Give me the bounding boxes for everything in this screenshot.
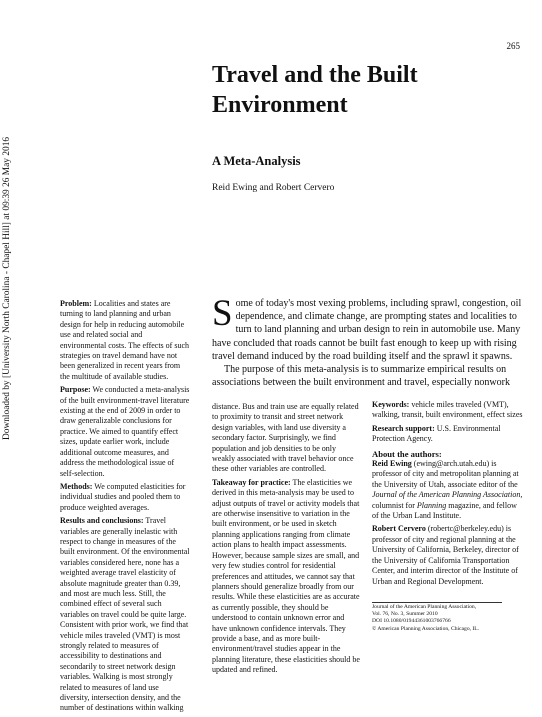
takeaway-text: The elasticities we derived in this meta-analysis may be used to adjust outputs of travel or activity models that are otherwise insensitive to variation in the built environment, or be used in sketch planning applications ranging from climate action plans to health impact assessments. However, because sample sizes are small, and very few studies control for residential preferences and attitudes, we cannot say that planners should generalize broadly from our results. While these elasticities are as accurate as currently possible, they should be understood to contain unknown error and have unknown confidence intervals. They provide a base, and as more built-environment/travel studies appear in the planning literature, these elasticities should be updated and refined.: [212, 477, 360, 675]
article-title: Travel and the Built Environment: [212, 62, 418, 118]
journal-line-1: Journal of the American Planning Association,: [372, 604, 477, 610]
results-continuation: distance. Bus and train use are equally related to proximity to transit and street network design variables, with land use diversity a secondary factor. Surprisingly, we find population and job densities to be only weakly associated with travel behavior once these other variables are controlled.: [212, 402, 359, 474]
article-subtitle: A Meta-Analysis: [212, 154, 301, 168]
results-text: Travel variables are generally inelastic with respect to change in measures of the built environment. Of the environmental variables considered here, none has a weighted average travel elasticity of absolute magnitude greater than 0.39, and most are much less. Still, the combined effect of several such variables on travel could be quite large. Consistent with prior work, we find that vehicle miles traveled (VMT) is most strongly related to measures of accessibility to destinations and secondarily to street network design variables. Walking is most strongly related to measures of land use diversity, intersection density, and the number of destinations within walking: [60, 516, 190, 713]
intro-text-1: ome of today's most vexing problems, including sprawl, congestion, oil dependence, and climate change, are prompting states and localities to turn to land planning and urban design to rein in automobile use. Many have concluded that roads cannot be built fast enough to keep up with rising travel demand induced by the road building itself and the sprawl it spawns.: [212, 298, 522, 362]
abstract-results: [60, 516, 190, 714]
problem-label: Problem:: [60, 299, 92, 308]
methods-label: Methods:: [60, 481, 93, 491]
ewing-bio-text-3: magazine, and fellow of the Urban Land Institute.: [372, 500, 517, 521]
abstract-problem: [60, 299, 190, 382]
abstract-purpose: [60, 385, 190, 479]
takeaway-label: Takeaway for practice:: [212, 477, 291, 487]
keywords-text: vehicle miles traveled (VMT), walking, transit, built environment, effect sizes: [372, 400, 523, 420]
purpose-text: We conducted a meta-analysis of the built environment-travel literature existing at the end of 2009 in order to draw generalizable conclusions for practice. We aimed to quantify effect sizes, update earlier work, include additional outcome measures, and address the methodological issue of self-selection.: [60, 385, 190, 478]
about-authors-heading: About the authors:: [372, 448, 442, 459]
journal-line-2: Vol. 76, No. 3, Summer 2010: [372, 611, 438, 618]
research-text: U.S. Environmental Protection Agency.: [372, 423, 501, 444]
drop-cap: S: [212, 293, 233, 334]
purpose-label: Purpose:: [60, 385, 91, 395]
research-label: Research support:: [372, 423, 435, 433]
cervero-bio-text: (robertc@berkeley.edu) is professor of city and regional planning at the University of California, Berkeley, director of the University of California Transportation Center, and interim director of the Institute of Urban and Regional Development.: [372, 524, 519, 586]
abstract-takeaway: [212, 478, 360, 676]
keywords: [372, 400, 524, 421]
research-support: [372, 424, 524, 445]
results-label: Results and conclusions:: [60, 516, 144, 526]
bio-ewing: [372, 459, 524, 521]
intro-paragraph-2: The purpose of this meta-analysis is to summarize empirical results on associations between the built environment and travel, especially nonwork: [212, 364, 510, 389]
abstract-column-3: [372, 400, 524, 590]
methods-text: We computed elasticities for individual studies and pooled them to produce weighted averages.: [60, 481, 186, 512]
introduction: [212, 293, 523, 389]
journal-info: [372, 604, 524, 633]
download-notice: Downloaded by [University North Carolina - Chapel Hill] at 09:39 26 May 2016: [2, 136, 12, 440]
cervero-name: Robert Cervero: [372, 524, 426, 534]
jAPA-title: Journal of the American Planning Association,: [372, 490, 523, 500]
keywords-label: Keywords:: [372, 400, 410, 409]
bio-cervero: [372, 524, 524, 586]
problem-text: Localities and states are turning to land planning and urban design for help in reducing automobile use and related social and environmental costs. The effects of such strategies on travel demand have not been generalized in recent years from the multitude of available studies.: [60, 299, 189, 381]
abstract-column: [60, 299, 190, 717]
abstract-column-2: [212, 402, 360, 679]
journal-divider: [372, 602, 502, 603]
ewing-bio-text-2: columnist for: [372, 500, 417, 510]
journal-copyright: © American Planning Association, Chicago, IL.: [372, 625, 480, 632]
page-number: 265: [506, 41, 520, 51]
intro-paragraph-1: [212, 293, 523, 363]
abstract-methods: [60, 482, 190, 513]
ewing-bio-text: (ewing@arch.utah.edu) is professor of city and metropolitan planning at the University of Utah, associate editor of the: [372, 459, 519, 489]
planning-magazine: Planning: [416, 500, 447, 510]
ewing-name: Reid Ewing: [372, 459, 412, 469]
journal-doi: DOI 10.1080/01944361003766766: [372, 618, 451, 625]
article-authors: Reid Ewing and Robert Cervero: [212, 183, 335, 193]
